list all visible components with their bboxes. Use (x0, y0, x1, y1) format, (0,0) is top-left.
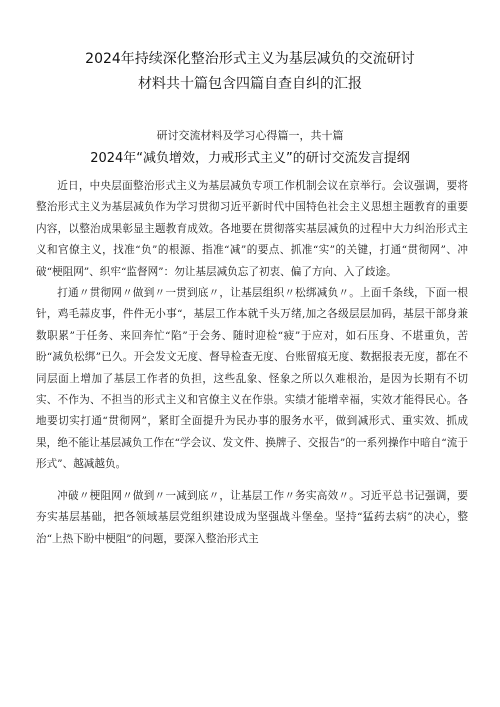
body-text (36, 176, 468, 550)
paragraph: 冲破〃梗阻网〃做到〃一减到底〃，让基层工作〃务实高效〃。习近平总书记强调，要夯实基层基础，把各领域基层党组织建设成为坚强战斗堡垒。坚持“猛药去病”的决心，整治“上热下盼中梗阻”的问题，要深入整治形式主 (36, 489, 468, 545)
paragraph: 近日，中央层面整治形式主义为基层减负专项工作机制会议在京举行。会议强调，要将整治形式主义为基层减负作为学习贯彻习近平新时代中国特色社会主义思想主题教育的重要内容，以整治成果彰显主题教育成效。各地要在贯彻落实基层减负的过程中大力纠治形式主义和官僚主义，找准“负”的根源、指准“减”的要点、抓准“实”的关键，打通“贯彻网”、冲破“梗阻网”、织牢“监督网”：勿让基层减负忘了初衷、偏了方向、入了歧途。 (36, 180, 468, 278)
document-title (40, 47, 460, 97)
document-title-line-1: 2024年持续深化整治形式主义为基层减负的交流研讨 (85, 51, 415, 67)
section-caption: 研讨交流材料及学习心得篇一，共十篇 (156, 129, 344, 142)
speech-title: 2024年“减负增效，力戒形式主义”的研讨交流发言提纲 (90, 151, 410, 166)
paragraph: 打通〃贯彻网〃做到〃一贯到底〃，让基层组织〃松绑减负〃。上面千条线，下面一根针，鸡毛蒜皮事，件件无小事“，基层工作本就千头万绪,加之各级层层加码，基层干部身兼数职累”于任务、来回奔忙“陷”于会务、随时迎检“疲”于应对，如石压身、不堪重负，苦盼“减负松绑”已久。开会发文无度、督导检查无度、台账留痕无度、数据报表无度，都在不同层面上增加了基层工作者的负担，这些乱象、怪象之所以久难根治，是因为长期有不切实、不作为、不担当的形式主义和官僚主义在作祟。实绩才能增幸福，实效才能得民心。各地要切实打通“贯彻网”，紧盯全面提升为民办事的服务水平，做到减形式、重实效、抓成果，绝不能让基层减负工作在“学会议、发文件、换牌子、交报告”的一系列操作中暗自“流于形式”、越减越负。 (36, 287, 468, 471)
document-title-line-2: 材料共十篇包含四篇自查自纠的汇报 (138, 76, 362, 92)
